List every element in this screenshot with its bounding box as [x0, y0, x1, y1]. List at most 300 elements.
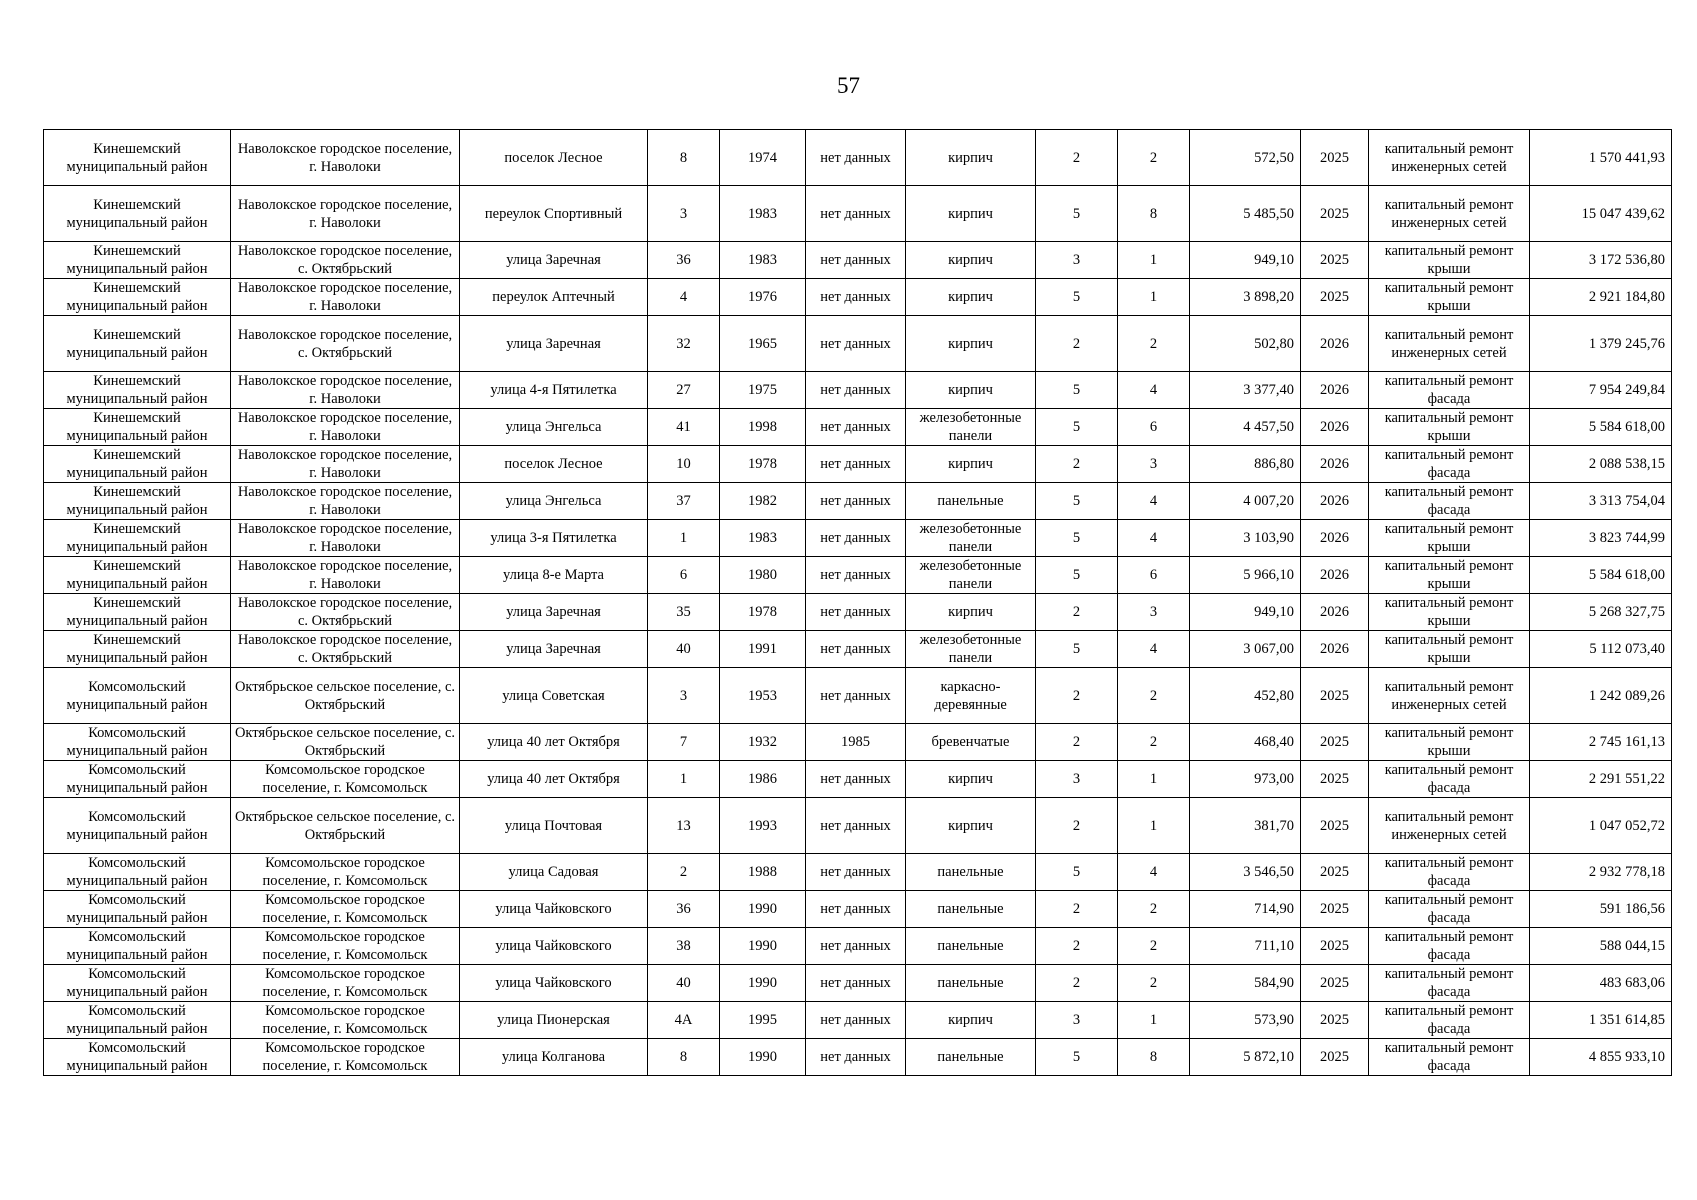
entrances-cell: 3	[1118, 446, 1190, 483]
wall-material-cell: кирпич	[906, 130, 1036, 186]
area-cell: 3 067,00	[1190, 631, 1301, 668]
year-overhaul-cell: нет данных	[806, 279, 906, 316]
year-overhaul-cell: 1985	[806, 724, 906, 761]
house-number-cell: 4А	[648, 1002, 720, 1039]
table-row	[44, 520, 1672, 557]
table-row	[44, 798, 1672, 854]
table-row	[44, 594, 1672, 631]
area-cell: 502,80	[1190, 316, 1301, 372]
street-cell: улица Заречная	[460, 242, 648, 279]
settlement-cell: Наволокское городское поселение, с. Октябрьский	[231, 631, 460, 668]
entrances-cell: 4	[1118, 372, 1190, 409]
district-cell: Кинешемский муниципальный район	[44, 242, 231, 279]
work-type-cell: капитальный ремонт фасада	[1369, 1002, 1530, 1039]
settlement-cell: Наволокское городское поселение, г. Наволоки	[231, 130, 460, 186]
entrances-cell: 1	[1118, 798, 1190, 854]
wall-material-cell: железобетонные панели	[906, 520, 1036, 557]
district-cell: Кинешемский муниципальный район	[44, 316, 231, 372]
settlement-cell: Наволокское городское поселение, с. Октябрьский	[231, 594, 460, 631]
settlement-cell: Октябрьское сельское поселение, с. Октябрьский	[231, 724, 460, 761]
wall-material-cell: кирпич	[906, 446, 1036, 483]
table-row	[44, 928, 1672, 965]
wall-material-cell: кирпич	[906, 316, 1036, 372]
district-cell: Комсомольский муниципальный район	[44, 668, 231, 724]
year-built-cell: 1998	[720, 409, 806, 446]
year-built-cell: 1990	[720, 965, 806, 1002]
cost-cell: 591 186,56	[1530, 891, 1672, 928]
work-type-cell: капитальный ремонт крыши	[1369, 520, 1530, 557]
entrances-cell: 1	[1118, 1002, 1190, 1039]
floors-cell: 2	[1036, 965, 1118, 1002]
wall-material-cell: бревенчатые	[906, 724, 1036, 761]
housing-register-table	[43, 129, 1672, 1076]
wall-material-cell: панельные	[906, 483, 1036, 520]
table-row	[44, 854, 1672, 891]
plan-year-cell: 2025	[1301, 242, 1369, 279]
entrances-cell: 4	[1118, 520, 1190, 557]
cost-cell: 2 291 551,22	[1530, 761, 1672, 798]
wall-material-cell: железобетонные панели	[906, 409, 1036, 446]
floors-cell: 5	[1036, 854, 1118, 891]
settlement-cell: Наволокское городское поселение, с. Октябрьский	[231, 316, 460, 372]
plan-year-cell: 2026	[1301, 520, 1369, 557]
plan-year-cell: 2026	[1301, 557, 1369, 594]
street-cell: улица Чайковского	[460, 891, 648, 928]
settlement-cell: Наволокское городское поселение, г. Наволоки	[231, 446, 460, 483]
settlement-cell: Комсомольское городское поселение, г. Комсомольск	[231, 854, 460, 891]
area-cell: 886,80	[1190, 446, 1301, 483]
district-cell: Кинешемский муниципальный район	[44, 372, 231, 409]
street-cell: улица Советская	[460, 668, 648, 724]
settlement-cell: Наволокское городское поселение, г. Наволоки	[231, 372, 460, 409]
year-built-cell: 1988	[720, 854, 806, 891]
plan-year-cell: 2026	[1301, 594, 1369, 631]
work-type-cell: капитальный ремонт крыши	[1369, 594, 1530, 631]
year-overhaul-cell: нет данных	[806, 409, 906, 446]
floors-cell: 2	[1036, 316, 1118, 372]
district-cell: Кинешемский муниципальный район	[44, 409, 231, 446]
entrances-cell: 2	[1118, 724, 1190, 761]
year-overhaul-cell: нет данных	[806, 761, 906, 798]
entrances-cell: 2	[1118, 316, 1190, 372]
house-number-cell: 8	[648, 130, 720, 186]
cost-cell: 15 047 439,62	[1530, 186, 1672, 242]
street-cell: улица Заречная	[460, 631, 648, 668]
settlement-cell: Комсомольское городское поселение, г. Комсомольск	[231, 1002, 460, 1039]
settlement-cell: Октябрьское сельское поселение, с. Октябрьский	[231, 798, 460, 854]
area-cell: 5 966,10	[1190, 557, 1301, 594]
cost-cell: 2 088 538,15	[1530, 446, 1672, 483]
work-type-cell: капитальный ремонт инженерных сетей	[1369, 130, 1530, 186]
cost-cell: 2 745 161,13	[1530, 724, 1672, 761]
table-row	[44, 891, 1672, 928]
settlement-cell: Комсомольское городское поселение, г. Комсомольск	[231, 965, 460, 1002]
area-cell: 714,90	[1190, 891, 1301, 928]
entrances-cell: 8	[1118, 186, 1190, 242]
year-overhaul-cell: нет данных	[806, 668, 906, 724]
floors-cell: 3	[1036, 761, 1118, 798]
year-built-cell: 1932	[720, 724, 806, 761]
floors-cell: 2	[1036, 928, 1118, 965]
year-overhaul-cell: нет данных	[806, 928, 906, 965]
district-cell: Комсомольский муниципальный район	[44, 965, 231, 1002]
table-body	[44, 130, 1672, 1076]
plan-year-cell: 2025	[1301, 798, 1369, 854]
house-number-cell: 13	[648, 798, 720, 854]
table-row	[44, 965, 1672, 1002]
settlement-cell: Наволокское городское поселение, г. Наволоки	[231, 520, 460, 557]
area-cell: 3 103,90	[1190, 520, 1301, 557]
house-number-cell: 35	[648, 594, 720, 631]
cost-cell: 1 570 441,93	[1530, 130, 1672, 186]
table-row	[44, 316, 1672, 372]
table-row	[44, 483, 1672, 520]
plan-year-cell: 2025	[1301, 279, 1369, 316]
work-type-cell: капитальный ремонт фасада	[1369, 372, 1530, 409]
entrances-cell: 1	[1118, 242, 1190, 279]
house-number-cell: 6	[648, 557, 720, 594]
year-overhaul-cell: нет данных	[806, 557, 906, 594]
house-number-cell: 32	[648, 316, 720, 372]
wall-material-cell: кирпич	[906, 186, 1036, 242]
cost-cell: 2 921 184,80	[1530, 279, 1672, 316]
floors-cell: 5	[1036, 186, 1118, 242]
plan-year-cell: 2026	[1301, 483, 1369, 520]
floors-cell: 5	[1036, 1039, 1118, 1076]
year-built-cell: 1980	[720, 557, 806, 594]
street-cell: поселок Лесное	[460, 446, 648, 483]
house-number-cell: 40	[648, 965, 720, 1002]
plan-year-cell: 2026	[1301, 631, 1369, 668]
cost-cell: 3 313 754,04	[1530, 483, 1672, 520]
street-cell: улица 8-е Марта	[460, 557, 648, 594]
floors-cell: 2	[1036, 668, 1118, 724]
district-cell: Кинешемский муниципальный район	[44, 520, 231, 557]
entrances-cell: 2	[1118, 668, 1190, 724]
area-cell: 572,50	[1190, 130, 1301, 186]
entrances-cell: 3	[1118, 594, 1190, 631]
street-cell: улица 4-я Пятилетка	[460, 372, 648, 409]
year-built-cell: 1990	[720, 1039, 806, 1076]
street-cell: улица 3-я Пятилетка	[460, 520, 648, 557]
area-cell: 573,90	[1190, 1002, 1301, 1039]
work-type-cell: капитальный ремонт инженерных сетей	[1369, 668, 1530, 724]
street-cell: улица Пионерская	[460, 1002, 648, 1039]
street-cell: улица Энгельса	[460, 483, 648, 520]
year-built-cell: 1983	[720, 186, 806, 242]
street-cell: улица Чайковского	[460, 928, 648, 965]
street-cell: улица 40 лет Октября	[460, 761, 648, 798]
street-cell: улица Почтовая	[460, 798, 648, 854]
cost-cell: 588 044,15	[1530, 928, 1672, 965]
table-row	[44, 631, 1672, 668]
district-cell: Кинешемский муниципальный район	[44, 594, 231, 631]
entrances-cell: 2	[1118, 965, 1190, 1002]
area-cell: 584,90	[1190, 965, 1301, 1002]
street-cell: переулок Аптечный	[460, 279, 648, 316]
house-number-cell: 37	[648, 483, 720, 520]
settlement-cell: Наволокское городское поселение, г. Наволоки	[231, 186, 460, 242]
table-row	[44, 557, 1672, 594]
house-number-cell: 3	[648, 668, 720, 724]
year-built-cell: 1986	[720, 761, 806, 798]
area-cell: 949,10	[1190, 242, 1301, 279]
floors-cell: 5	[1036, 520, 1118, 557]
street-cell: поселок Лесное	[460, 130, 648, 186]
wall-material-cell: железобетонные панели	[906, 631, 1036, 668]
district-cell: Кинешемский муниципальный район	[44, 130, 231, 186]
entrances-cell: 4	[1118, 854, 1190, 891]
table-row	[44, 372, 1672, 409]
year-overhaul-cell: нет данных	[806, 483, 906, 520]
entrances-cell: 2	[1118, 130, 1190, 186]
work-type-cell: капитальный ремонт фасада	[1369, 854, 1530, 891]
wall-material-cell: кирпич	[906, 761, 1036, 798]
area-cell: 711,10	[1190, 928, 1301, 965]
district-cell: Комсомольский муниципальный район	[44, 928, 231, 965]
wall-material-cell: кирпич	[906, 798, 1036, 854]
street-cell: улица Энгельса	[460, 409, 648, 446]
work-type-cell: капитальный ремонт крыши	[1369, 242, 1530, 279]
work-type-cell: капитальный ремонт инженерных сетей	[1369, 316, 1530, 372]
work-type-cell: капитальный ремонт крыши	[1369, 409, 1530, 446]
year-overhaul-cell: нет данных	[806, 631, 906, 668]
plan-year-cell: 2026	[1301, 372, 1369, 409]
cost-cell: 4 855 933,10	[1530, 1039, 1672, 1076]
floors-cell: 3	[1036, 242, 1118, 279]
entrances-cell: 4	[1118, 483, 1190, 520]
district-cell: Комсомольский муниципальный район	[44, 798, 231, 854]
entrances-cell: 6	[1118, 409, 1190, 446]
district-cell: Кинешемский муниципальный район	[44, 557, 231, 594]
house-number-cell: 4	[648, 279, 720, 316]
year-built-cell: 1990	[720, 891, 806, 928]
district-cell: Комсомольский муниципальный район	[44, 761, 231, 798]
area-cell: 973,00	[1190, 761, 1301, 798]
wall-material-cell: кирпич	[906, 279, 1036, 316]
street-cell: улица Чайковского	[460, 965, 648, 1002]
work-type-cell: капитальный ремонт фасада	[1369, 1039, 1530, 1076]
plan-year-cell: 2025	[1301, 1002, 1369, 1039]
area-cell: 3 898,20	[1190, 279, 1301, 316]
plan-year-cell: 2025	[1301, 130, 1369, 186]
district-cell: Комсомольский муниципальный район	[44, 854, 231, 891]
table-row	[44, 668, 1672, 724]
settlement-cell: Наволокское городское поселение, г. Наволоки	[231, 557, 460, 594]
plan-year-cell: 2025	[1301, 854, 1369, 891]
wall-material-cell: кирпич	[906, 242, 1036, 279]
cost-cell: 5 112 073,40	[1530, 631, 1672, 668]
district-cell: Комсомольский муниципальный район	[44, 724, 231, 761]
floors-cell: 2	[1036, 891, 1118, 928]
settlement-cell: Наволокское городское поселение, г. Наволоки	[231, 483, 460, 520]
wall-material-cell: панельные	[906, 854, 1036, 891]
cost-cell: 1 047 052,72	[1530, 798, 1672, 854]
year-overhaul-cell: нет данных	[806, 798, 906, 854]
year-built-cell: 1978	[720, 594, 806, 631]
entrances-cell: 1	[1118, 279, 1190, 316]
house-number-cell: 41	[648, 409, 720, 446]
settlement-cell: Комсомольское городское поселение, г. Комсомольск	[231, 928, 460, 965]
work-type-cell: капитальный ремонт инженерных сетей	[1369, 798, 1530, 854]
street-cell: переулок Спортивный	[460, 186, 648, 242]
district-cell: Комсомольский муниципальный район	[44, 1002, 231, 1039]
year-overhaul-cell: нет данных	[806, 1002, 906, 1039]
entrances-cell: 4	[1118, 631, 1190, 668]
wall-material-cell: кирпич	[906, 372, 1036, 409]
table-row	[44, 446, 1672, 483]
year-overhaul-cell: нет данных	[806, 854, 906, 891]
floors-cell: 5	[1036, 372, 1118, 409]
year-built-cell: 1975	[720, 372, 806, 409]
house-number-cell: 8	[648, 1039, 720, 1076]
house-number-cell: 1	[648, 520, 720, 557]
plan-year-cell: 2025	[1301, 965, 1369, 1002]
table-row	[44, 409, 1672, 446]
floors-cell: 5	[1036, 631, 1118, 668]
house-number-cell: 7	[648, 724, 720, 761]
plan-year-cell: 2025	[1301, 186, 1369, 242]
year-overhaul-cell: нет данных	[806, 242, 906, 279]
street-cell: улица Заречная	[460, 594, 648, 631]
floors-cell: 5	[1036, 409, 1118, 446]
year-overhaul-cell: нет данных	[806, 130, 906, 186]
work-type-cell: капитальный ремонт фасада	[1369, 965, 1530, 1002]
cost-cell: 5 268 327,75	[1530, 594, 1672, 631]
year-built-cell: 1976	[720, 279, 806, 316]
floors-cell: 2	[1036, 594, 1118, 631]
year-built-cell: 1991	[720, 631, 806, 668]
year-overhaul-cell: нет данных	[806, 520, 906, 557]
district-cell: Кинешемский муниципальный район	[44, 446, 231, 483]
floors-cell: 2	[1036, 724, 1118, 761]
area-cell: 452,80	[1190, 668, 1301, 724]
cost-cell: 3 172 536,80	[1530, 242, 1672, 279]
district-cell: Кинешемский муниципальный район	[44, 631, 231, 668]
settlement-cell: Наволокское городское поселение, г. Наволоки	[231, 409, 460, 446]
table-row	[44, 1002, 1672, 1039]
area-cell: 949,10	[1190, 594, 1301, 631]
plan-year-cell: 2025	[1301, 1039, 1369, 1076]
wall-material-cell: панельные	[906, 965, 1036, 1002]
year-built-cell: 1983	[720, 242, 806, 279]
year-overhaul-cell: нет данных	[806, 186, 906, 242]
wall-material-cell: каркасно-деревянные	[906, 668, 1036, 724]
wall-material-cell: кирпич	[906, 594, 1036, 631]
table-row	[44, 1039, 1672, 1076]
floors-cell: 2	[1036, 798, 1118, 854]
district-cell: Кинешемский муниципальный район	[44, 279, 231, 316]
cost-cell: 1 242 089,26	[1530, 668, 1672, 724]
street-cell: улица 40 лет Октября	[460, 724, 648, 761]
floors-cell: 2	[1036, 130, 1118, 186]
area-cell: 3 377,40	[1190, 372, 1301, 409]
house-number-cell: 36	[648, 242, 720, 279]
area-cell: 4 007,20	[1190, 483, 1301, 520]
house-number-cell: 40	[648, 631, 720, 668]
wall-material-cell: железобетонные панели	[906, 557, 1036, 594]
cost-cell: 5 584 618,00	[1530, 409, 1672, 446]
settlement-cell: Комсомольское городское поселение, г. Комсомольск	[231, 891, 460, 928]
floors-cell: 5	[1036, 483, 1118, 520]
year-overhaul-cell: нет данных	[806, 891, 906, 928]
wall-material-cell: панельные	[906, 891, 1036, 928]
entrances-cell: 8	[1118, 1039, 1190, 1076]
year-overhaul-cell: нет данных	[806, 372, 906, 409]
page-number: 57	[837, 73, 860, 98]
year-built-cell: 1974	[720, 130, 806, 186]
plan-year-cell: 2025	[1301, 724, 1369, 761]
work-type-cell: капитальный ремонт крыши	[1369, 557, 1530, 594]
cost-cell: 5 584 618,00	[1530, 557, 1672, 594]
cost-cell: 2 932 778,18	[1530, 854, 1672, 891]
table-row	[44, 724, 1672, 761]
area-cell: 381,70	[1190, 798, 1301, 854]
table-row	[44, 242, 1672, 279]
house-number-cell: 1	[648, 761, 720, 798]
district-cell: Кинешемский муниципальный район	[44, 186, 231, 242]
work-type-cell: капитальный ремонт фасада	[1369, 446, 1530, 483]
table-row	[44, 130, 1672, 186]
house-number-cell: 36	[648, 891, 720, 928]
house-number-cell: 38	[648, 928, 720, 965]
area-cell: 4 457,50	[1190, 409, 1301, 446]
street-cell: улица Садовая	[460, 854, 648, 891]
wall-material-cell: кирпич	[906, 1002, 1036, 1039]
floors-cell: 5	[1036, 279, 1118, 316]
entrances-cell: 1	[1118, 761, 1190, 798]
street-cell: улица Колганова	[460, 1039, 648, 1076]
settlement-cell: Наволокское городское поселение, с. Октябрьский	[231, 242, 460, 279]
work-type-cell: капитальный ремонт фасада	[1369, 761, 1530, 798]
area-cell: 5 872,10	[1190, 1039, 1301, 1076]
table-row	[44, 761, 1672, 798]
plan-year-cell: 2025	[1301, 668, 1369, 724]
table-row	[44, 186, 1672, 242]
year-overhaul-cell: нет данных	[806, 446, 906, 483]
plan-year-cell: 2026	[1301, 409, 1369, 446]
work-type-cell: капитальный ремонт фасада	[1369, 928, 1530, 965]
plan-year-cell: 2026	[1301, 446, 1369, 483]
plan-year-cell: 2026	[1301, 316, 1369, 372]
year-built-cell: 1983	[720, 520, 806, 557]
year-built-cell: 1995	[720, 1002, 806, 1039]
work-type-cell: капитальный ремонт крыши	[1369, 631, 1530, 668]
district-cell: Комсомольский муниципальный район	[44, 891, 231, 928]
work-type-cell: капитальный ремонт крыши	[1369, 724, 1530, 761]
wall-material-cell: панельные	[906, 928, 1036, 965]
district-cell: Комсомольский муниципальный район	[44, 1039, 231, 1076]
year-overhaul-cell: нет данных	[806, 1039, 906, 1076]
work-type-cell: капитальный ремонт фасада	[1369, 483, 1530, 520]
floors-cell: 3	[1036, 1002, 1118, 1039]
settlement-cell: Наволокское городское поселение, г. Наволоки	[231, 279, 460, 316]
cost-cell: 7 954 249,84	[1530, 372, 1672, 409]
cost-cell: 3 823 744,99	[1530, 520, 1672, 557]
street-cell: улица Заречная	[460, 316, 648, 372]
work-type-cell: капитальный ремонт крыши	[1369, 279, 1530, 316]
year-built-cell: 1990	[720, 928, 806, 965]
settlement-cell: Октябрьское сельское поселение, с. Октябрьский	[231, 668, 460, 724]
year-built-cell: 1993	[720, 798, 806, 854]
year-overhaul-cell: нет данных	[806, 594, 906, 631]
cost-cell: 1 351 614,85	[1530, 1002, 1672, 1039]
cost-cell: 483 683,06	[1530, 965, 1672, 1002]
area-cell: 5 485,50	[1190, 186, 1301, 242]
year-built-cell: 1953	[720, 668, 806, 724]
year-overhaul-cell: нет данных	[806, 316, 906, 372]
house-number-cell: 10	[648, 446, 720, 483]
